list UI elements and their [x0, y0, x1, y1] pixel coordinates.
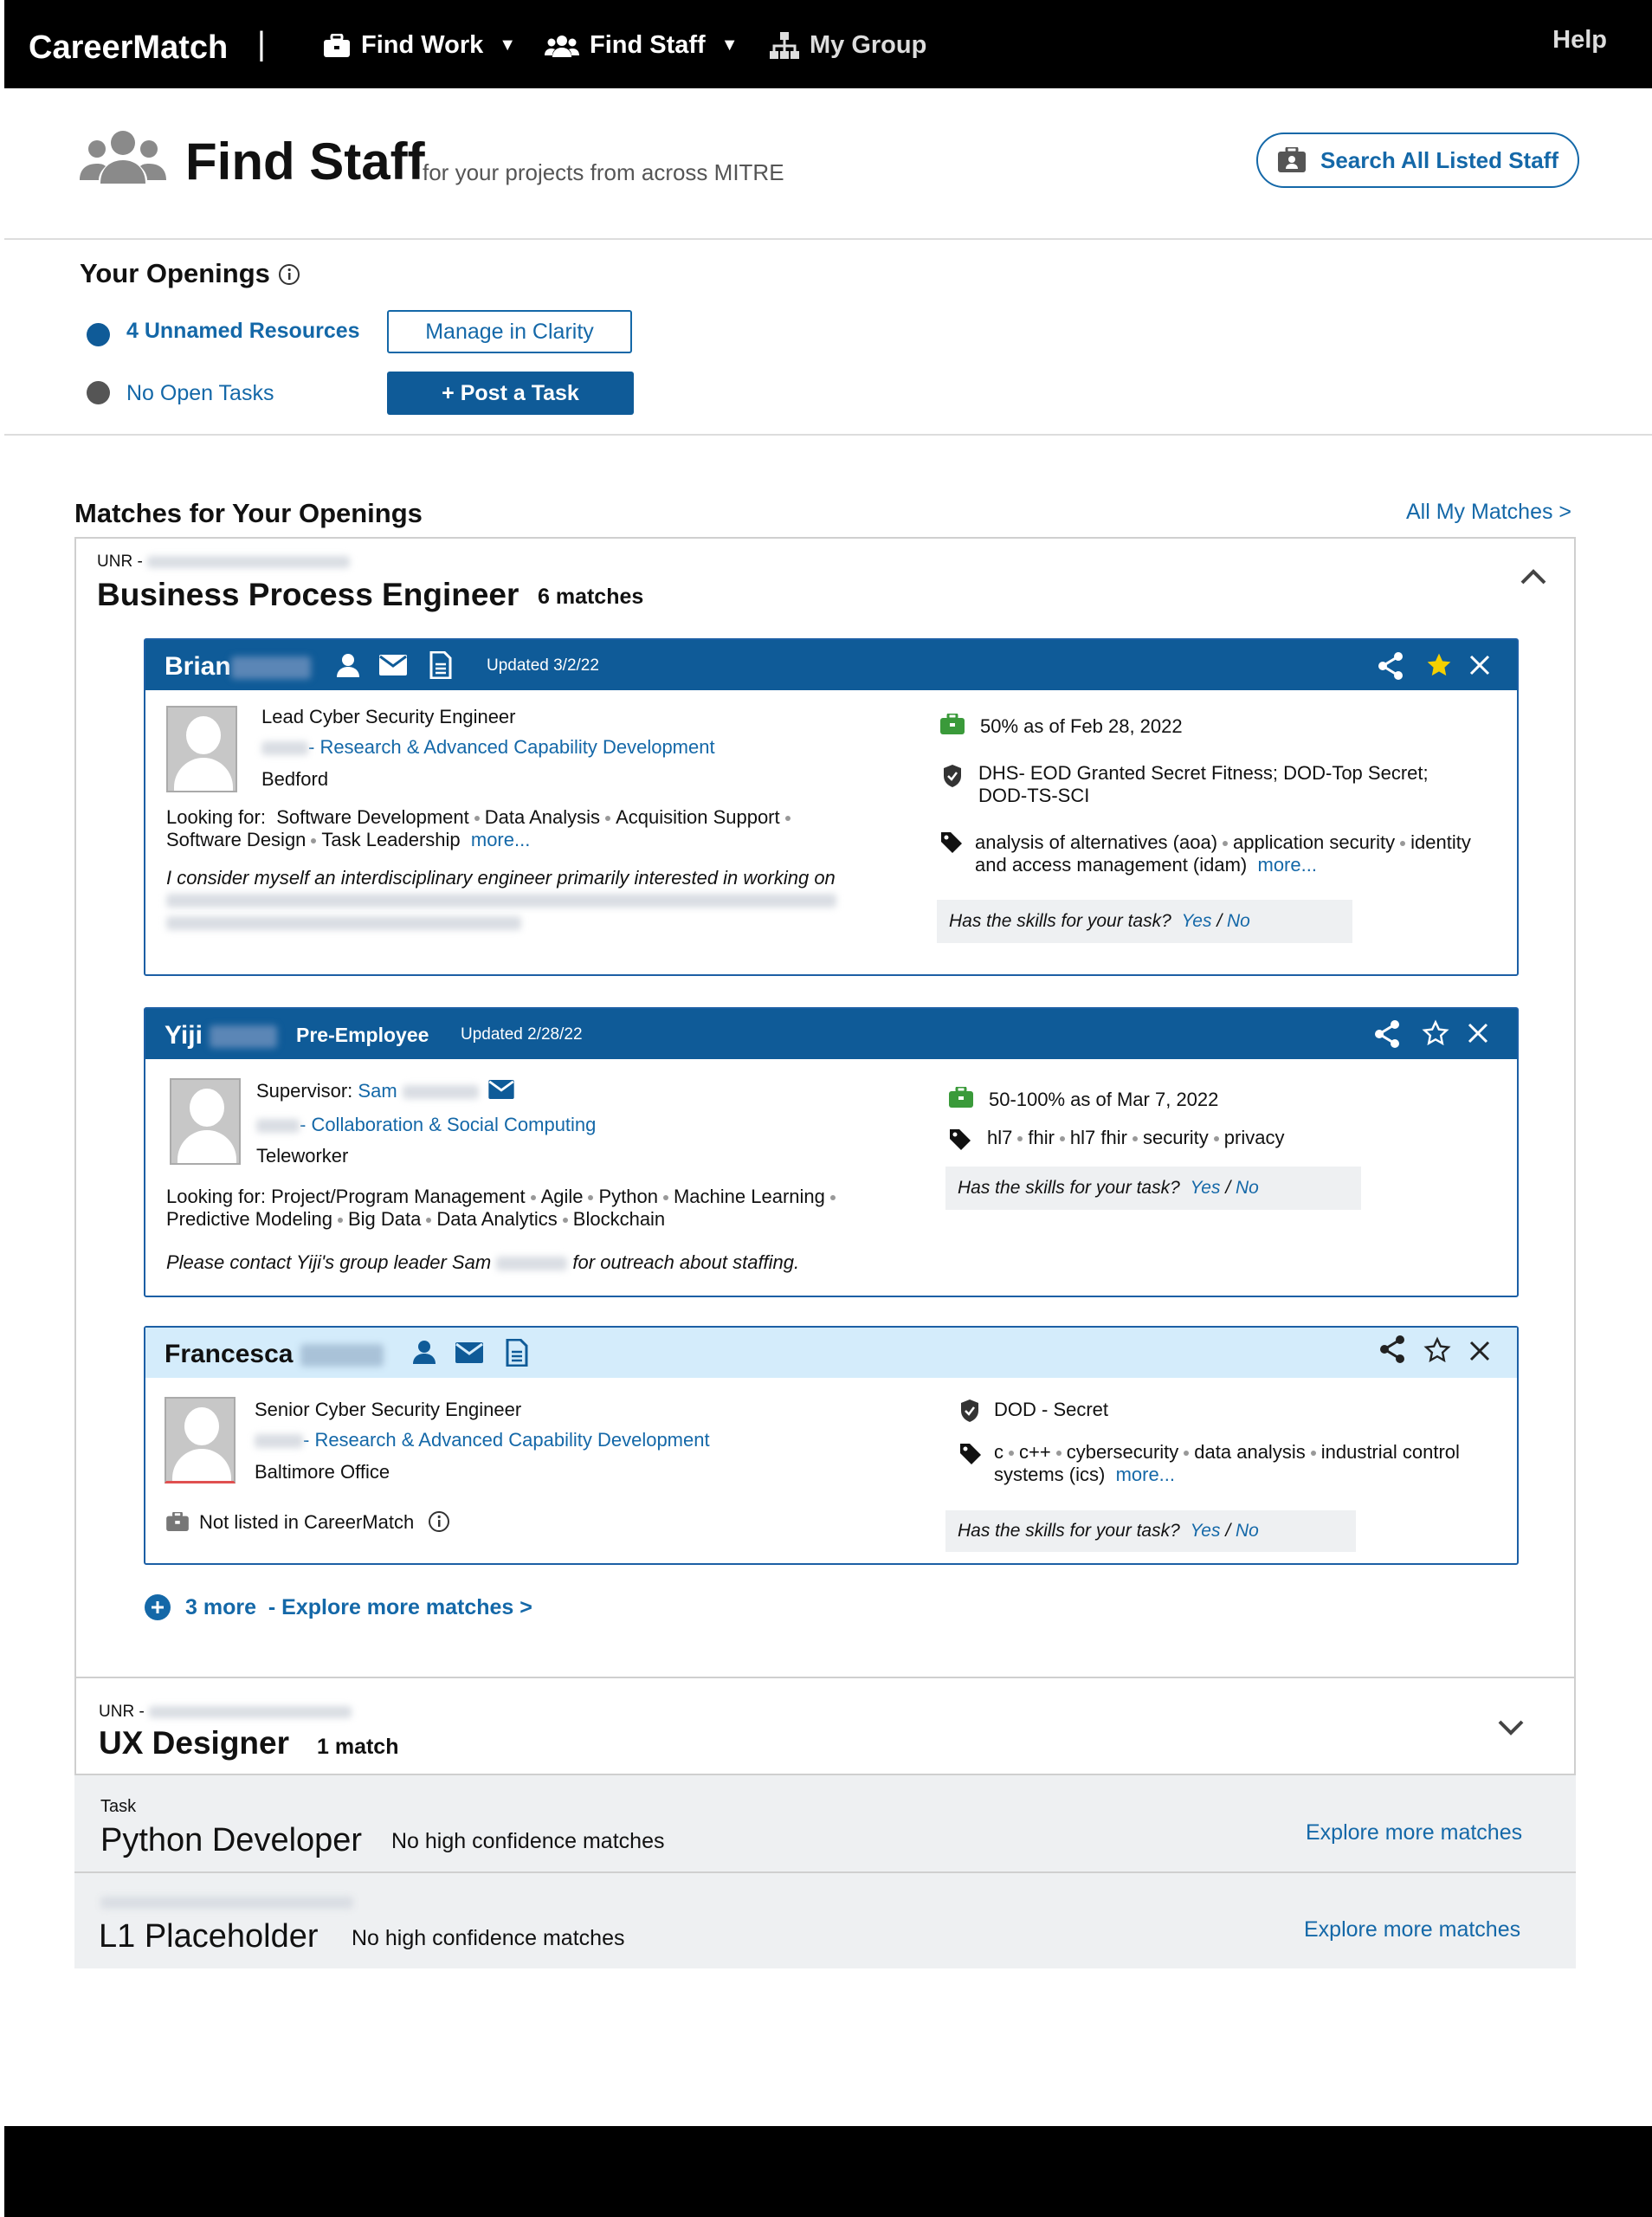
status-badge: Pre-Employee	[296, 1024, 429, 1046]
skills-yes-link[interactable]: Yes	[1190, 1521, 1221, 1541]
redacted-id	[149, 1706, 352, 1718]
briefcase-icon	[949, 1087, 973, 1108]
looking-for: Looking for: Software Development Data Analysis Acquisition SupportSoftware Design Task Leadership more...	[166, 806, 842, 851]
nav-my-group-label: My Group	[810, 31, 927, 59]
caret-down-icon: ▼	[720, 36, 739, 55]
skills-more-link[interactable]: more...	[1115, 1464, 1176, 1485]
nav-my-group[interactable]	[770, 31, 926, 60]
availability: 50% as of Feb 28, 2022	[980, 715, 1183, 737]
match-count: 6 matches	[538, 585, 644, 609]
id-badge-icon	[1277, 147, 1307, 173]
candidate-card	[144, 1326, 1519, 1565]
chevron-down-icon[interactable]	[1497, 1719, 1525, 1736]
share-icon[interactable]	[1377, 651, 1404, 681]
not-listed-status: Not listed in CareerMatch	[199, 1511, 415, 1533]
task-title: L1 Placeholder	[99, 1918, 319, 1955]
task-status: No high confidence matches	[352, 1926, 625, 1950]
users-icon	[545, 35, 579, 57]
match-count: 1 match	[317, 1735, 399, 1759]
chevron-up-icon[interactable]	[1520, 568, 1547, 585]
card-header	[145, 640, 1517, 690]
divider	[4, 434, 1652, 436]
task-status: No high confidence matches	[391, 1829, 665, 1853]
email-icon[interactable]	[379, 655, 407, 675]
briefcase-icon	[323, 34, 351, 58]
all-my-matches-link[interactable]: All My Matches >	[1406, 500, 1572, 524]
resume-icon[interactable]	[506, 1339, 528, 1367]
candidate-location: Teleworker	[256, 1145, 349, 1167]
close-icon[interactable]	[1468, 1340, 1491, 1362]
department-link[interactable]: - Research & Advanced Capability Development	[255, 1429, 710, 1451]
candidate-name[interactable]: Brian	[165, 652, 311, 682]
nav-find-work[interactable]	[323, 31, 516, 60]
tag-icon	[949, 1128, 971, 1151]
resume-icon[interactable]	[429, 651, 452, 679]
post-task-button[interactable]: + Post a Task	[387, 372, 634, 415]
divider	[74, 1677, 1576, 1678]
group-title: Business Process Engineer	[97, 577, 519, 612]
nav-find-staff[interactable]	[545, 31, 739, 60]
skills-yes-link[interactable]: Yes	[1190, 1178, 1221, 1198]
card-header	[145, 1009, 1517, 1059]
close-icon[interactable]	[1468, 654, 1491, 676]
candidate-name[interactable]: Yiji	[165, 1021, 277, 1050]
info-icon[interactable]	[428, 1510, 450, 1533]
email-icon[interactable]	[455, 1342, 483, 1363]
candidate-card	[144, 1007, 1519, 1297]
users-icon	[80, 130, 166, 184]
redacted-bio	[166, 915, 521, 931]
page-subtitle: for your projects from across MITRE	[423, 159, 784, 185]
updated-date: Updated 2/28/22	[461, 1025, 583, 1044]
nav-find-staff-label: Find Staff	[590, 31, 706, 59]
caret-down-icon: ▼	[499, 36, 517, 55]
clearance: DHS- EOD Granted Secret Fitness; DOD-Top Secret; DOD-TS-SCI	[978, 762, 1429, 806]
footer-bar	[4, 2126, 1652, 2217]
skills-more-link[interactable]: more...	[1257, 854, 1317, 876]
matches-title: Matches for Your Openings	[74, 498, 423, 528]
share-icon[interactable]	[1378, 1335, 1406, 1364]
unnamed-resources-link[interactable]: 4 Unnamed Resources	[126, 319, 360, 343]
skills-yes-link[interactable]: Yes	[1181, 911, 1212, 931]
search-all-staff-label: Search All Listed Staff	[1320, 146, 1558, 173]
star-outline-icon[interactable]	[1422, 1019, 1449, 1047]
candidate-card	[144, 638, 1519, 976]
skills-list: c c++ cybersecurity data analysis industrial control systems (ics) more...	[994, 1441, 1460, 1485]
more-matches-link[interactable]: 3 more - Explore more matches >	[185, 1595, 532, 1619]
close-icon[interactable]	[1467, 1022, 1489, 1044]
supervisor-link[interactable]: Sam	[358, 1080, 397, 1102]
skills-question: Has the skills for your task? Yes / No	[937, 900, 1352, 943]
card-header	[145, 1328, 1517, 1378]
org-chart-icon	[770, 32, 799, 60]
nav-find-work-label: Find Work	[361, 31, 484, 59]
divider	[4, 238, 1652, 240]
more-link[interactable]: more...	[470, 829, 531, 850]
candidate-location: Baltimore Office	[255, 1461, 390, 1483]
page-title: Find Staff	[185, 133, 425, 191]
candidate-bio: I consider myself an interdisciplinary engineer primarily interested in working on	[166, 867, 836, 889]
tag-icon	[959, 1443, 982, 1465]
skills-question: Has the skills for your task? Yes / No	[945, 1167, 1361, 1210]
profile-icon[interactable]	[336, 653, 360, 677]
updated-date: Updated 3/2/22	[487, 656, 599, 675]
group-title: UX Designer	[99, 1725, 290, 1761]
status-dot-tasks	[87, 381, 110, 404]
nav-separator: |	[257, 26, 266, 62]
share-icon[interactable]	[1373, 1019, 1401, 1049]
skills-question: Has the skills for your task? Yes / No	[945, 1510, 1356, 1552]
contact-note: Please contact Yiji's group leader Sam for outreach about staffing.	[166, 1251, 800, 1273]
help-link[interactable]: Help	[1552, 26, 1607, 54]
shield-icon	[942, 764, 963, 788]
search-all-staff-button[interactable]	[1256, 133, 1579, 188]
star-filled-icon[interactable]	[1425, 651, 1453, 679]
briefcase-icon	[940, 714, 965, 734]
tag-icon	[940, 831, 963, 854]
candidate-name[interactable]: Francesca	[165, 1340, 384, 1369]
brand-logo[interactable]: CareerMatch	[29, 29, 229, 66]
explore-matches-link[interactable]: Explore more matches	[1306, 1820, 1523, 1845]
availability: 50-100% as of Mar 7, 2022	[989, 1089, 1219, 1110]
manage-in-clarity-button[interactable]: Manage in Clarity	[387, 310, 632, 353]
email-icon[interactable]	[488, 1080, 514, 1099]
no-open-tasks-link[interactable]: No Open Tasks	[126, 381, 274, 405]
info-icon[interactable]	[278, 263, 300, 286]
profile-icon[interactable]	[412, 1340, 436, 1364]
avatar	[165, 1397, 236, 1483]
top-nav-bar	[4, 0, 1652, 88]
redacted-id	[100, 1895, 353, 1910]
shield-icon	[959, 1399, 980, 1423]
redacted-bio	[166, 893, 836, 908]
skills-list: analysis of alternatives (aoa) application security identity and access management (idam) more...	[975, 831, 1471, 876]
looking-for: Looking for: Project/Program Management Agile Python Machine LearningPredictive Modeling Big Data Data Analytics Blockchain	[166, 1186, 885, 1231]
task-label: Task	[100, 1797, 137, 1816]
group-unr-prefix: UNR -	[99, 1703, 352, 1722]
avatar	[170, 1078, 241, 1165]
candidate-role: Lead Cyber Security Engineer	[261, 706, 516, 727]
plus-circle-icon[interactable]	[144, 1593, 171, 1621]
redacted-id	[147, 556, 350, 568]
briefcase-icon	[166, 1512, 189, 1531]
group-unr-prefix: UNR -	[97, 553, 350, 572]
candidate-role: Senior Cyber Security Engineer	[255, 1399, 522, 1420]
department-link[interactable]: - Research & Advanced Capability Development	[261, 736, 715, 759]
skills-no-link[interactable]: No	[1227, 911, 1250, 931]
openings-title: Your Openings	[80, 258, 270, 288]
avatar	[166, 706, 237, 792]
skills-list: hl7 fhir hl7 fhir security privacy	[987, 1127, 1285, 1148]
status-dot-unnamed	[87, 323, 110, 346]
skills-no-link[interactable]: No	[1236, 1521, 1259, 1541]
supervisor: Supervisor: Sam	[256, 1080, 479, 1102]
candidate-location: Bedford	[261, 768, 329, 790]
task-title: Python Developer	[100, 1822, 363, 1858]
department-link[interactable]: - Collaboration & Social Computing	[256, 1114, 596, 1136]
explore-matches-link[interactable]: Explore more matches	[1304, 1917, 1521, 1942]
star-outline-icon[interactable]	[1423, 1336, 1451, 1364]
clearance: DOD - Secret	[994, 1399, 1109, 1420]
skills-no-link[interactable]: No	[1236, 1178, 1259, 1198]
